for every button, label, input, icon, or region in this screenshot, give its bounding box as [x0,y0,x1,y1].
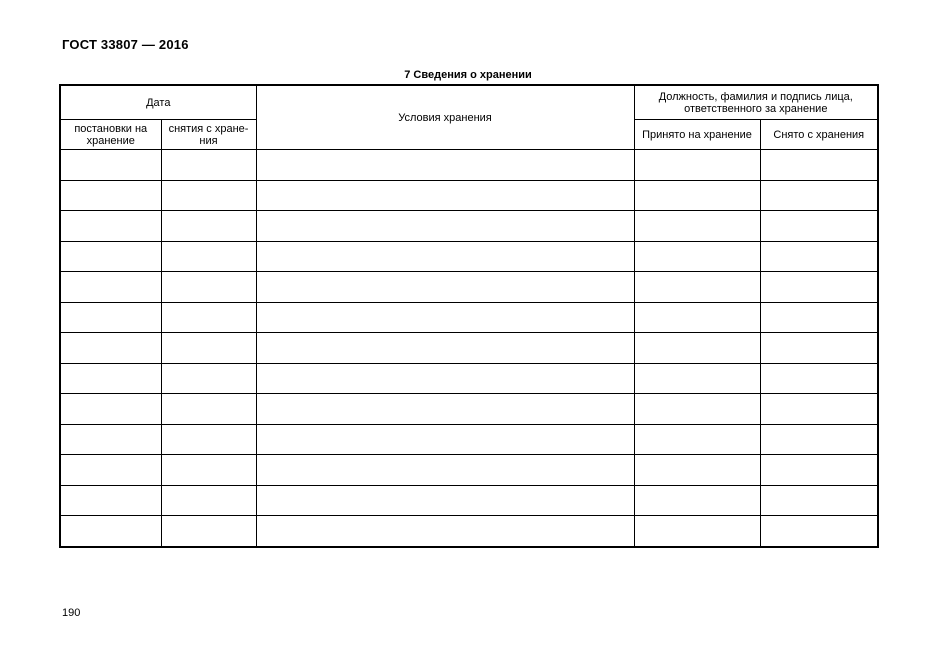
table-cell [60,211,161,242]
table-cell [256,424,634,455]
table-cell [60,424,161,455]
table-cell [256,516,634,547]
table-cell [161,424,256,455]
document-header: ГОСТ 33807 — 2016 [62,37,189,52]
table-cell [256,211,634,242]
table-cell [256,241,634,272]
removed-date-header: снятия с хране-ния [161,120,256,150]
date-group-header: Дата [60,85,256,120]
table-cell [634,302,760,333]
section-title: 7 Сведения о хранении [404,69,532,81]
table-cell [760,424,878,455]
table-cell [161,363,256,394]
table-cell [161,394,256,425]
table-cell [256,363,634,394]
page-number: 190 [62,607,81,619]
table-cell [60,455,161,486]
table-cell [634,272,760,303]
table-cell [256,455,634,486]
table-cell [256,272,634,303]
table-cell [634,455,760,486]
table-cell [760,211,878,242]
conditions-header: Условия хранения [256,85,634,150]
table-cell [760,394,878,425]
table-cell [634,363,760,394]
table-cell [634,424,760,455]
table-cell [634,333,760,364]
table-row [60,150,878,181]
storage-records-table [59,84,879,548]
table-cell [760,302,878,333]
table-body [60,150,878,547]
table-cell [161,211,256,242]
table-cell [60,394,161,425]
table-cell [161,333,256,364]
table-cell [60,180,161,211]
responsible-group-header: Должность, фамилия и подпись лица, ответственного за хранение [634,85,878,120]
table-cell [634,516,760,547]
accepted-header: Принято на хранение [634,120,760,150]
table-row [60,485,878,516]
table-cell [60,363,161,394]
table-cell [60,302,161,333]
table-row [60,302,878,333]
table-cell [161,302,256,333]
table-row [60,333,878,364]
table-cell [161,272,256,303]
table-cell [256,485,634,516]
table-cell [60,241,161,272]
table-cell [634,485,760,516]
table-row [60,394,878,425]
table-cell [634,180,760,211]
table-cell [760,455,878,486]
table-cell [760,363,878,394]
table-cell [760,180,878,211]
table-cell [60,516,161,547]
table-cell [634,394,760,425]
table-cell [60,150,161,181]
table-cell [161,150,256,181]
table-cell [760,516,878,547]
table-row [60,363,878,394]
table-cell [256,333,634,364]
table-row [60,272,878,303]
table-cell [760,272,878,303]
table-cell [256,302,634,333]
table-cell [760,485,878,516]
table-cell [634,241,760,272]
table-cell [60,272,161,303]
table-row [60,455,878,486]
table-cell [634,211,760,242]
table-cell [760,241,878,272]
table-cell [161,516,256,547]
table-cell [161,241,256,272]
table-cell [60,485,161,516]
table-cell [60,333,161,364]
table-cell [634,150,760,181]
table-cell [760,150,878,181]
table-row [60,241,878,272]
table-row [60,424,878,455]
table-row [60,211,878,242]
table-cell [256,180,634,211]
table-cell [760,333,878,364]
table-cell [161,180,256,211]
table-cell [256,394,634,425]
table-cell [256,150,634,181]
placed-date-header: постановки на хранение [60,120,161,150]
taken-off-header: Снято с хранения [760,120,878,150]
table-row [60,516,878,547]
table-cell [161,455,256,486]
table-cell [161,485,256,516]
table-row [60,180,878,211]
